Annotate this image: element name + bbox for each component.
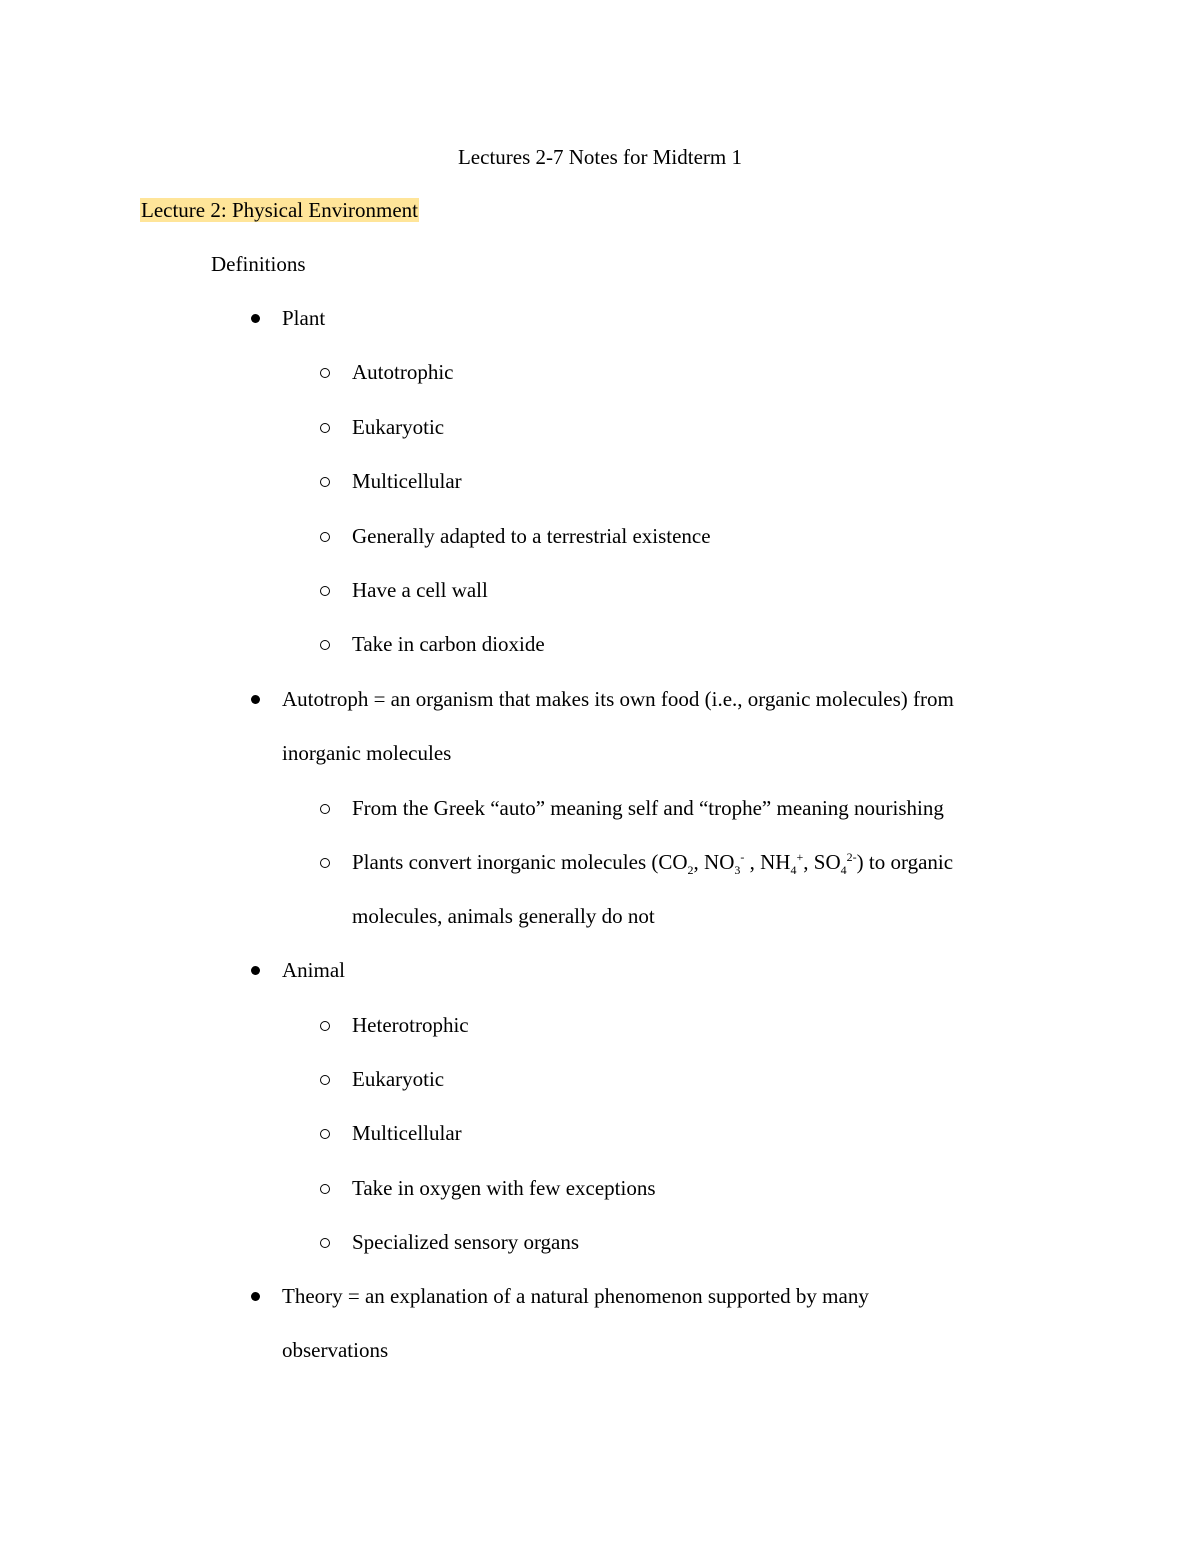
sub-list-item: Autotrophic [352, 360, 454, 384]
bullet-icon [251, 966, 260, 975]
circle-bullet-icon [320, 1184, 330, 1194]
list-item-autotroph-continued: inorganic molecules [282, 741, 452, 765]
section-heading [140, 196, 419, 224]
circle-bullet-icon [320, 423, 330, 433]
convert-text: ) to organic [856, 850, 954, 874]
sub-list-item: Multicellular [352, 1121, 462, 1145]
sub-list-item: Take in oxygen with few exceptions [352, 1176, 656, 1200]
circle-bullet-icon [320, 640, 330, 650]
subscript: 3 [734, 863, 741, 878]
circle-bullet-icon [320, 532, 330, 542]
superscript: + [796, 850, 804, 864]
sub-list-item: Heterotrophic [352, 1013, 469, 1037]
list-item-plant: Plant [282, 306, 326, 330]
circle-bullet-icon [320, 858, 330, 868]
convert-text: , NO [693, 850, 735, 874]
sub-list-item: Eukaryotic [352, 1067, 445, 1091]
document-title: Lectures 2-7 Notes for Midterm 1 [457, 145, 742, 169]
convert-text: , NH [744, 850, 791, 874]
superscript: 2- [846, 850, 857, 864]
sub-list-item-continued: molecules, animals generally do not [352, 904, 655, 928]
circle-bullet-icon [320, 1129, 330, 1139]
circle-bullet-icon [320, 1238, 330, 1248]
list-item-autotroph: Autotroph = an organism that makes its own food (i.e., organic molecules) from [282, 687, 954, 711]
convert-text: Plants convert inorganic molecules (CO [352, 850, 688, 874]
sub-list-item: Eukaryotic [352, 415, 445, 439]
circle-bullet-icon [320, 1075, 330, 1085]
circle-bullet-icon [320, 368, 330, 378]
subscript: 2 [687, 863, 694, 878]
subscript: 4 [840, 863, 847, 878]
circle-bullet-icon [320, 477, 330, 487]
subheading-definitions: Definitions [211, 252, 306, 276]
circle-bullet-icon [320, 804, 330, 814]
list-item-animal: Animal [282, 958, 345, 982]
sub-list-item: Have a cell wall [352, 578, 488, 602]
convert-text: , SO [803, 850, 841, 874]
highlighted-heading: Lecture 2: Physical Environment [141, 198, 419, 222]
bullet-icon [251, 1292, 260, 1301]
sub-list-item: Multicellular [352, 469, 462, 493]
sub-list-item: Specialized sensory organs [352, 1230, 580, 1254]
sub-list-item: Take in carbon dioxide [352, 632, 545, 656]
sub-list-item-convert [352, 848, 953, 876]
subscript: 4 [790, 863, 797, 878]
circle-bullet-icon [320, 586, 330, 596]
circle-bullet-icon [320, 1021, 330, 1031]
list-item-theory: Theory = an explanation of a natural phenomenon supported by many [282, 1284, 869, 1308]
sub-list-item: From the Greek “auto” meaning self and “trophe” meaning nourishing [352, 796, 944, 820]
list-item-theory-continued: observations [282, 1338, 389, 1362]
bullet-icon [251, 314, 260, 323]
superscript: - [740, 850, 745, 864]
bullet-icon [251, 695, 260, 704]
sub-list-item: Generally adapted to a terrestrial existence [352, 524, 711, 548]
